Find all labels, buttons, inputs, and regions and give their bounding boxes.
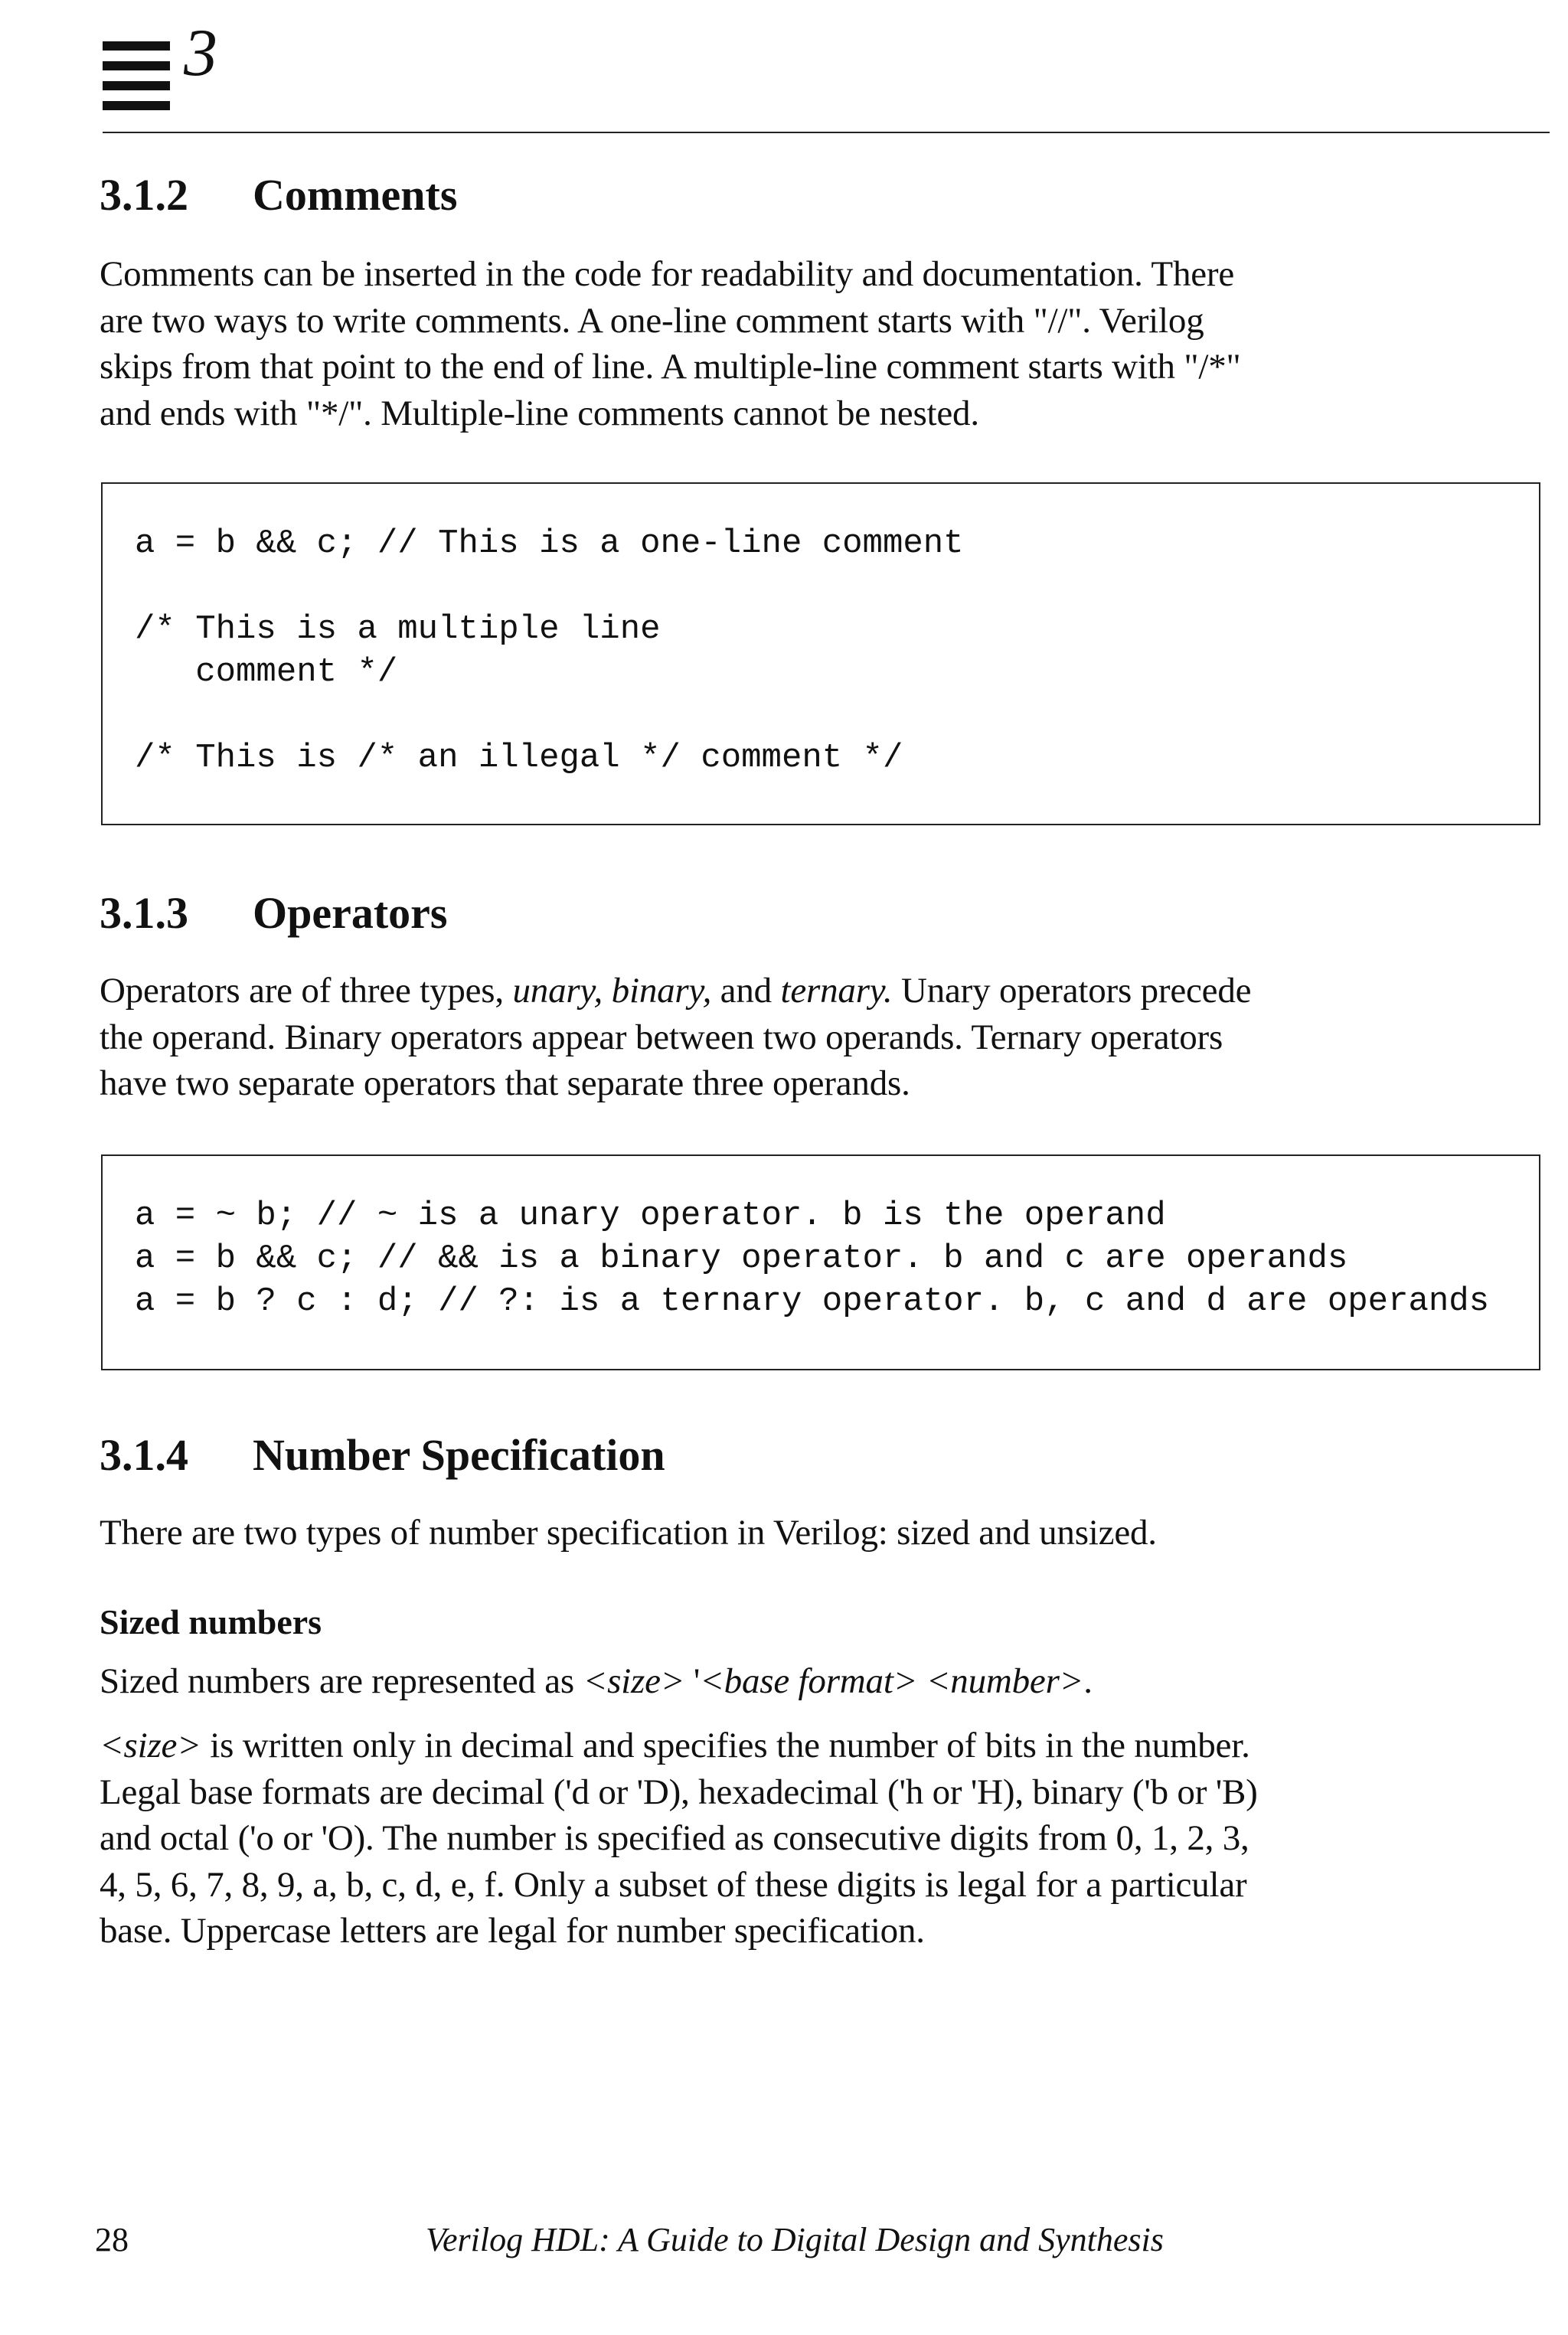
section-title: Number Specification bbox=[253, 1430, 665, 1480]
number-spec-intro bbox=[100, 1510, 1539, 1556]
text-line bbox=[100, 968, 1539, 1014]
text-line bbox=[100, 1658, 1539, 1705]
text-line: and octal ('o or 'O). The number is specified as consecutive digits from 0, 1, 2, 3, bbox=[100, 1818, 1250, 1858]
code-line: comment */ bbox=[135, 653, 398, 691]
text-line: have two separate operators that separate three operands. bbox=[100, 1063, 910, 1103]
section-heading-operators bbox=[100, 888, 448, 938]
section-number: 3.1.4 bbox=[100, 1430, 188, 1480]
term-binary: binary, bbox=[611, 971, 712, 1011]
number-spec-paragraph bbox=[100, 1723, 1539, 1955]
text-line: There are two types of number specification in Verilog: sized and unsized. bbox=[100, 1513, 1157, 1553]
text-line: Legal base formats are decimal ('d or 'D), hexadecimal ('h or 'H), binary ('b or 'B) bbox=[100, 1772, 1258, 1812]
term-ternary: ternary. bbox=[780, 971, 893, 1011]
comments-paragraph bbox=[100, 251, 1539, 436]
text-line: skips from that point to the end of line. A multiple-line comment starts with "/*" bbox=[100, 347, 1241, 387]
section-number: 3.1.3 bbox=[100, 888, 188, 938]
code-line: a = b ? c : d; // ?: is a ternary operator. b, c and d are operands bbox=[135, 1282, 1490, 1321]
running-title: Verilog HDL: A Guide to Digital Design and Synthesis bbox=[426, 2221, 1164, 2258]
subheading-sized-numbers: Sized numbers bbox=[100, 1602, 322, 1641]
code-line: /* This is /* an illegal */ comment */ bbox=[135, 739, 903, 777]
text-run: Operators are of three types, bbox=[100, 971, 513, 1011]
page-number: 28 bbox=[95, 2221, 129, 2258]
operators-paragraph bbox=[100, 968, 1539, 1107]
code-block bbox=[135, 1194, 1489, 1323]
text-run: Sized numbers are represented as bbox=[100, 1661, 583, 1701]
chapter-bars-icon bbox=[103, 37, 172, 113]
text-line: base. Uppercase letters are legal for number specification. bbox=[100, 1911, 925, 1951]
text-line: the operand. Binary operators appear between two operands. Ternary operators bbox=[100, 1017, 1223, 1057]
term-number: <number> bbox=[917, 1661, 1084, 1701]
chapter-number: 3 bbox=[184, 16, 217, 90]
text-run: . bbox=[1083, 1661, 1093, 1701]
text-line bbox=[100, 1723, 1539, 1769]
term-size: <size> bbox=[100, 1726, 201, 1765]
header-rule bbox=[103, 132, 1550, 133]
code-box-operators bbox=[101, 1154, 1540, 1370]
section-heading-comments bbox=[100, 170, 458, 220]
section-title: Operators bbox=[253, 888, 448, 938]
code-block bbox=[135, 522, 964, 779]
term-base-format: <base format> bbox=[700, 1661, 918, 1701]
text-line: Comments can be inserted in the code for readability and documentation. There bbox=[100, 254, 1235, 294]
code-box-comments bbox=[101, 482, 1540, 825]
code-line: a = b && c; // This is a one-line comment bbox=[135, 524, 964, 563]
text-run: Unary operators precede bbox=[892, 971, 1252, 1011]
sized-numbers-line bbox=[100, 1658, 1539, 1705]
code-line: /* This is a multiple line bbox=[135, 610, 661, 648]
term-size: <size> bbox=[583, 1661, 685, 1701]
term-unary: unary, bbox=[512, 971, 603, 1011]
section-heading-number-specification bbox=[100, 1430, 665, 1480]
text-run: is written only in decimal and specifies the number of bits in the number. bbox=[201, 1726, 1250, 1765]
tick-mark: ' bbox=[684, 1661, 701, 1701]
section-title: Comments bbox=[253, 170, 458, 220]
text-line: are two ways to write comments. A one-line comment starts with "//". Verilog bbox=[100, 300, 1204, 341]
section-number: 3.1.2 bbox=[100, 170, 188, 220]
text-line: 4, 5, 6, 7, 8, 9, a, b, c, d, e, f. Only a subset of these digits is legal for a particular bbox=[100, 1864, 1247, 1905]
text-line: and ends with "*/". Multiple-line comments cannot be nested. bbox=[100, 393, 979, 433]
code-line: a = ~ b; // ~ is a unary operator. b is the operand bbox=[135, 1197, 1166, 1235]
text-run: and bbox=[711, 971, 781, 1011]
code-line: a = b && c; // && is a binary operator. b and c are operands bbox=[135, 1239, 1348, 1278]
